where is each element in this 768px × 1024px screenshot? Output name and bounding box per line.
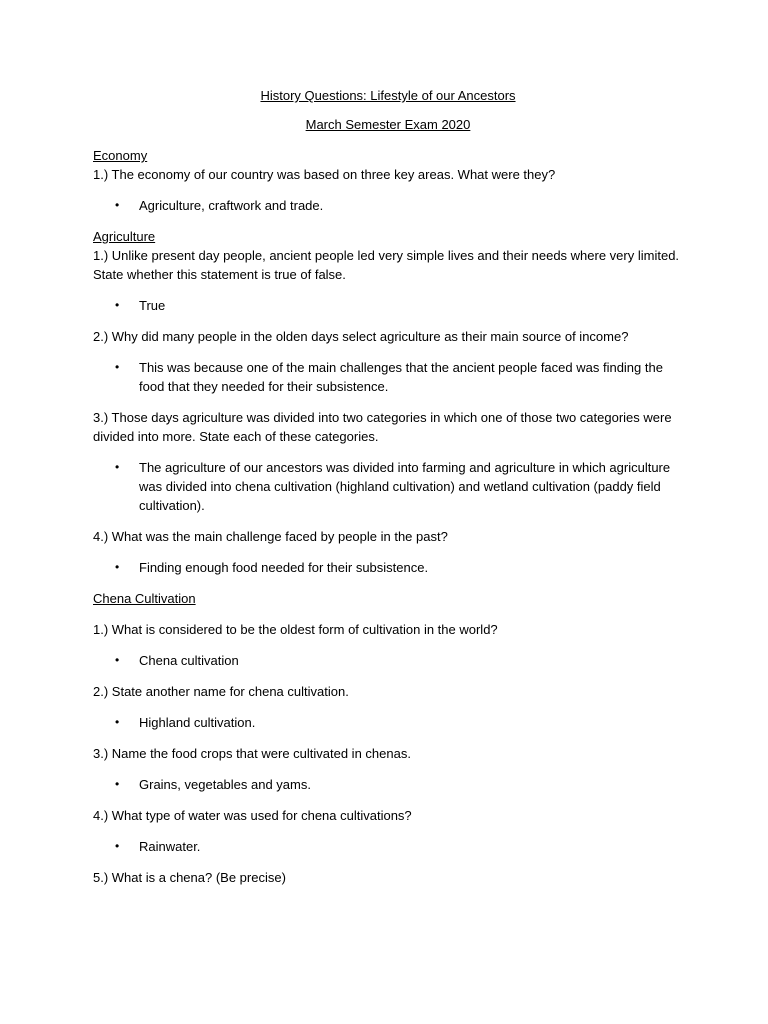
bullet-icon: • bbox=[115, 360, 120, 374]
question-chena-2: 2.) State another name for chena cultivation. bbox=[93, 684, 349, 699]
question-chena-4: 4.) What type of water was used for chena cultivations? bbox=[93, 808, 412, 823]
question-chena-1: 1.) What is considered to be the oldest form of cultivation in the world? bbox=[93, 622, 498, 637]
answer-agriculture-3: The agriculture of our ancestors was divided into farming and agriculture in which agriculture was divided into chena cultivation (highland cultivation) and wetland cultivation (paddy field cultivation). bbox=[139, 460, 671, 513]
question-agriculture-4: 4.) What was the main challenge faced by people in the past? bbox=[93, 529, 448, 544]
section-heading-economy: Economy bbox=[93, 148, 148, 163]
answer-item bbox=[93, 651, 683, 670]
section-heading-agriculture: Agriculture bbox=[93, 229, 156, 244]
answer-economy-1: Agriculture, craftwork and trade. bbox=[139, 198, 324, 213]
bullet-icon: • bbox=[115, 715, 120, 729]
document-page bbox=[93, 86, 683, 899]
answer-item bbox=[93, 458, 683, 515]
answer-chena-2: Highland cultivation. bbox=[139, 715, 256, 730]
answer-item bbox=[93, 713, 683, 732]
bullet-icon: • bbox=[115, 777, 120, 791]
answer-list bbox=[93, 775, 683, 794]
bullet-icon: • bbox=[115, 839, 120, 853]
answer-chena-1: Chena cultivation bbox=[139, 653, 239, 668]
answer-list bbox=[93, 458, 683, 515]
question-agriculture-2: 2.) Why did many people in the olden days select agriculture as their main source of income? bbox=[93, 329, 629, 344]
answer-list bbox=[93, 837, 683, 856]
question-chena-5: 5.) What is a chena? (Be precise) bbox=[93, 870, 286, 885]
answer-chena-3: Grains, vegetables and yams. bbox=[139, 777, 311, 792]
answer-item bbox=[93, 558, 683, 577]
answer-list bbox=[93, 651, 683, 670]
answer-agriculture-2: This was because one of the main challenges that the ancient people faced was finding the food that they needed for their subsistence. bbox=[139, 360, 663, 394]
document-subtitle: March Semester Exam 2020 bbox=[305, 117, 471, 132]
section-heading-chena: Chena Cultivation bbox=[93, 591, 196, 606]
answer-item bbox=[93, 775, 683, 794]
bullet-icon: • bbox=[115, 298, 120, 312]
answer-list bbox=[93, 558, 683, 577]
answer-item bbox=[93, 196, 683, 215]
answer-list bbox=[93, 296, 683, 315]
answer-agriculture-4: Finding enough food needed for their subsistence. bbox=[139, 560, 429, 575]
bullet-icon: • bbox=[115, 198, 120, 212]
answer-item bbox=[93, 358, 683, 396]
answer-item bbox=[93, 296, 683, 315]
answer-chena-4: Rainwater. bbox=[139, 839, 201, 854]
question-agriculture-1: 1.) Unlike present day people, ancient people led very simple lives and their needs where very limited. State whether this statement is true of false. bbox=[93, 248, 680, 282]
answer-agriculture-1: True bbox=[139, 298, 166, 313]
question-chena-3: 3.) Name the food crops that were cultivated in chenas. bbox=[93, 746, 411, 761]
answer-list bbox=[93, 196, 683, 215]
question-agriculture-3: 3.) Those days agriculture was divided into two categories in which one of those two categories were divided into more. State each of these categories. bbox=[93, 410, 672, 444]
bullet-icon: • bbox=[115, 560, 120, 574]
bullet-icon: • bbox=[115, 460, 120, 474]
question-economy-1: 1.) The economy of our country was based on three key areas. What were they? bbox=[93, 167, 556, 182]
bullet-icon: • bbox=[115, 653, 120, 667]
answer-list bbox=[93, 713, 683, 732]
document-title: History Questions: Lifestyle of our Ancestors bbox=[260, 88, 516, 103]
answer-item bbox=[93, 837, 683, 856]
answer-list bbox=[93, 358, 683, 396]
